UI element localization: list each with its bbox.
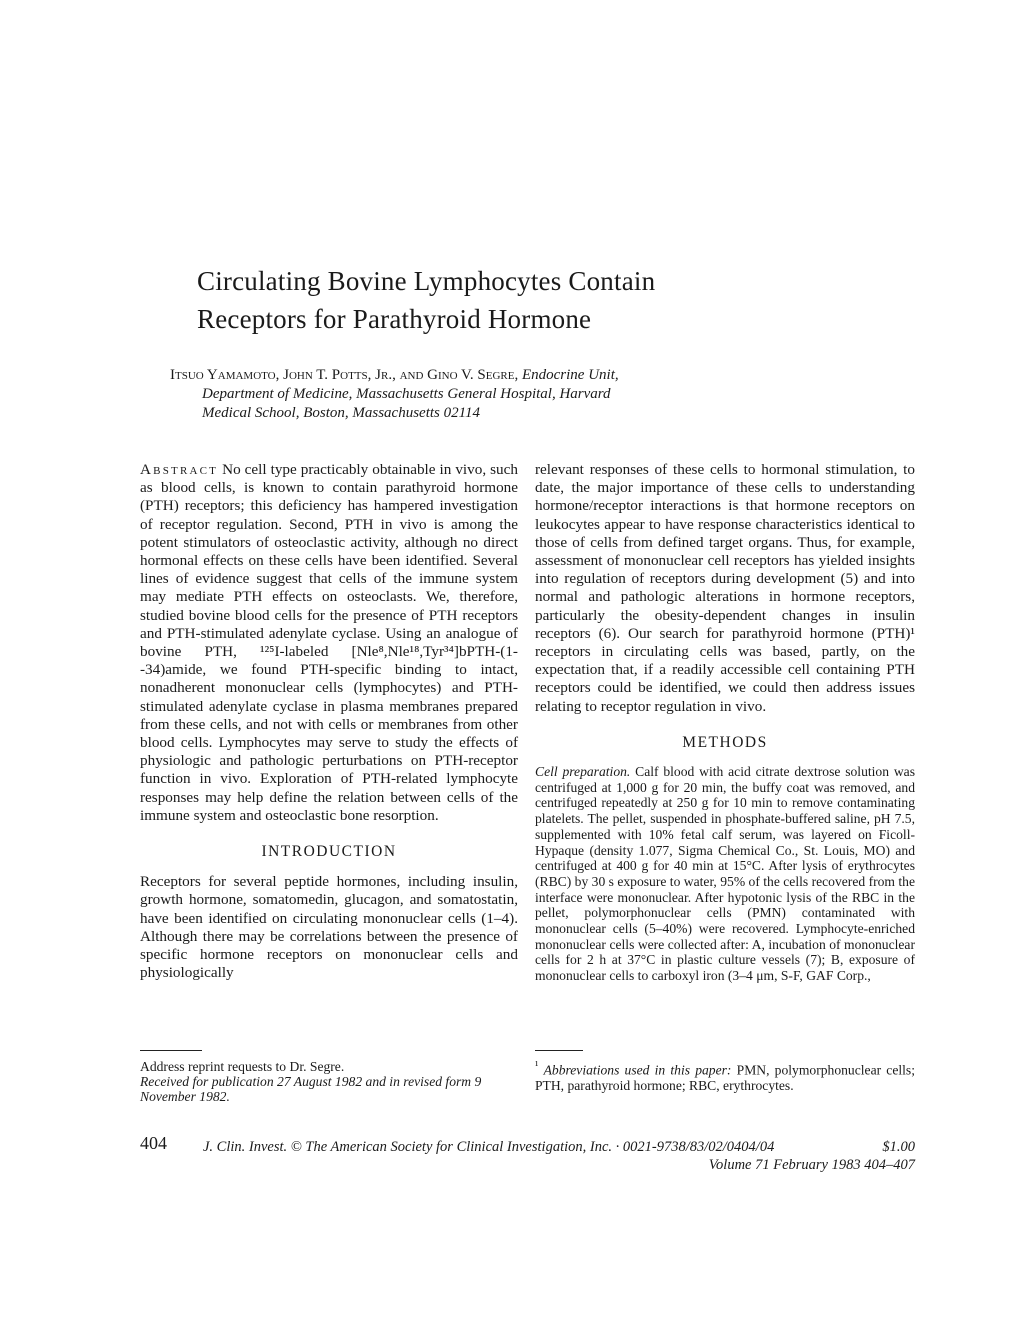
introduction-continued: relevant responses of these cells to hormonal stimulation, to date, the major importance of these cells to understanding hormone/receptor interactions is that hormone receptors on leukocytes appear to have response characteristics identical to those of cells from defined target organs. Thus, for example, assessment of mononuclear cell receptors has yielded insights into regulation of receptors during development (5) and into normal and pathologic alterations in hormone receptors, particularly the obesity-dependent changes in insulin receptors (6). Our search for parathyroid hormone (PTH)¹ receptors in circulating cells was based, partly, on the expectation that, if a readily accessible cell containing PTH receptors could be identified, we could then address issues relating to receptor regulation in vivo.: [535, 461, 915, 715]
introduction-heading: INTRODUCTION: [261, 843, 397, 861]
abstract-label: Abstract: [140, 461, 219, 478]
title-line-1: Circulating Bovine Lymphocytes Contain: [197, 266, 656, 296]
methods-subheading: Cell preparation.: [535, 764, 631, 780]
left-column: [140, 461, 518, 982]
footnote-rule-left: [140, 1050, 202, 1051]
footer-block: [203, 1138, 915, 1174]
footnote-rule-right: [535, 1050, 583, 1051]
methods-cell-preparation: [535, 764, 915, 984]
right-column: [535, 461, 915, 984]
reprint-note: Address reprint requests to Dr. Segre.: [140, 1059, 345, 1074]
article-title: [197, 262, 655, 338]
abbreviations-note: [535, 1059, 915, 1093]
abbrev-label: Abbreviations used in this paper:: [543, 1062, 732, 1078]
page-number: 404: [140, 1133, 167, 1153]
abbrev-mark: ¹: [535, 1060, 539, 1072]
abstract-text: No cell type practicably obtainable in vivo, such as blood cells, is known to contain parathyroid hormone (PTH) receptors; this deficiency has hampered investigation of receptor regulation. Second, PTH in vivo is among the potent stimulators of osteoclastic activity, although no direct hormonal effects on these cells have been identified. Several lines of evidence suggest that cells of the immune system may mediate PTH effects on osteoclasts. We, therefore, studied bovine blood cells for the presence of PTH receptors and PTH-stimulated adenylate cyclase. Using an analogue of bovine PTH, ¹²⁵I-labeled [Nle⁸,Nle¹⁸,Tyr³⁴]bPTH-(1--34)amide, we found PTH-specific binding to intact, nonadherent mononuclear cells (lymphocytes) and PTH-stimulated adenylate cyclase in plasma membranes prepared from these cells, and not with cells or membranes from other blood cells. Lymphocytes may serve to study the effects of physiologic and pathologic perturbations on PTH-receptor function in vivo. Exploration of PTH-related lymphocyte responses may help define the relation between cells of the immune system and osteoclastic bone resorption.: [140, 461, 518, 824]
left-footnotes: [140, 1050, 518, 1105]
footer-line-1: [203, 1138, 915, 1156]
author-names: Itsuo Yamamoto, John T. Potts, Jr., and Gino V. Segre,: [170, 367, 519, 383]
methods-text: Calf blood with acid citrate dextrose solution was centrifuged at 1,000 g for 20 min, the buffy coat was removed, and centrifuged repeatedly at 250 g for 10 min to remove contaminating platelets. The pellet, suspended in phosphate-buffered saline, pH 7.5, supplemented with 10% fetal calf serum, was layered on Ficoll-Hypaque (density 1.077, Sigma Chemical Co., St. Louis, MO) and centrifuged at 400 g for 40 min at 15°C. After lysis of erythrocytes (RBC) by 30 s exposure to water, 95% of the cells recovered from the interface were mononuclear. After hypotonic lysis of the RBC in the pellet, polymorphonuclear cells (PMN) contaminated with mononuclear cells (5–40%) were recovered. Lymphocyte-enriched mononuclear cells were collected after: A, incubation of mononuclear cells for 2 h at 37°C in plastic culture vessels (7); B, exposure of mononuclear cells to carboxyl iron (3–4 μm, S-F, GAF Corp.,: [535, 764, 915, 984]
abstract: [140, 461, 518, 825]
affiliation-address: Medical School, Boston, Massachusetts 02114: [202, 405, 481, 421]
introduction-text: Receptors for several peptide hormones, including insulin, growth hormone, somatomedin, glucagon, and somatostatin, have been identified on circulating mononuclear cells (1–4). Although there may be correlations between the presence of specific hormone receptors on mononuclear cells and physiologically: [140, 873, 518, 982]
right-footnotes: [535, 1050, 915, 1093]
affiliation-department: Department of Medicine, Massachusetts General Hospital, Harvard: [202, 386, 611, 402]
title-line-2: Receptors for Parathyroid Hormone: [197, 304, 592, 334]
methods-heading: METHODS: [682, 733, 768, 751]
abbrev-text: PMN, polymorphonuclear cells; PTH, parathyroid hormone; RBC, erythrocytes.: [535, 1062, 915, 1093]
price: $1.00: [882, 1139, 915, 1155]
volume-line: Volume 71 February 1983 404–407: [708, 1157, 915, 1173]
journal-citation: J. Clin. Invest. © The American Society for Clinical Investigation, Inc. · 0021-9738/83/02/0404/04: [203, 1139, 775, 1155]
affiliation-unit: Endocrine Unit,: [521, 367, 619, 383]
received-note: Received for publication 27 August 1982 and in revised form 9 November 1982.: [140, 1074, 482, 1105]
author-block: [170, 366, 770, 423]
